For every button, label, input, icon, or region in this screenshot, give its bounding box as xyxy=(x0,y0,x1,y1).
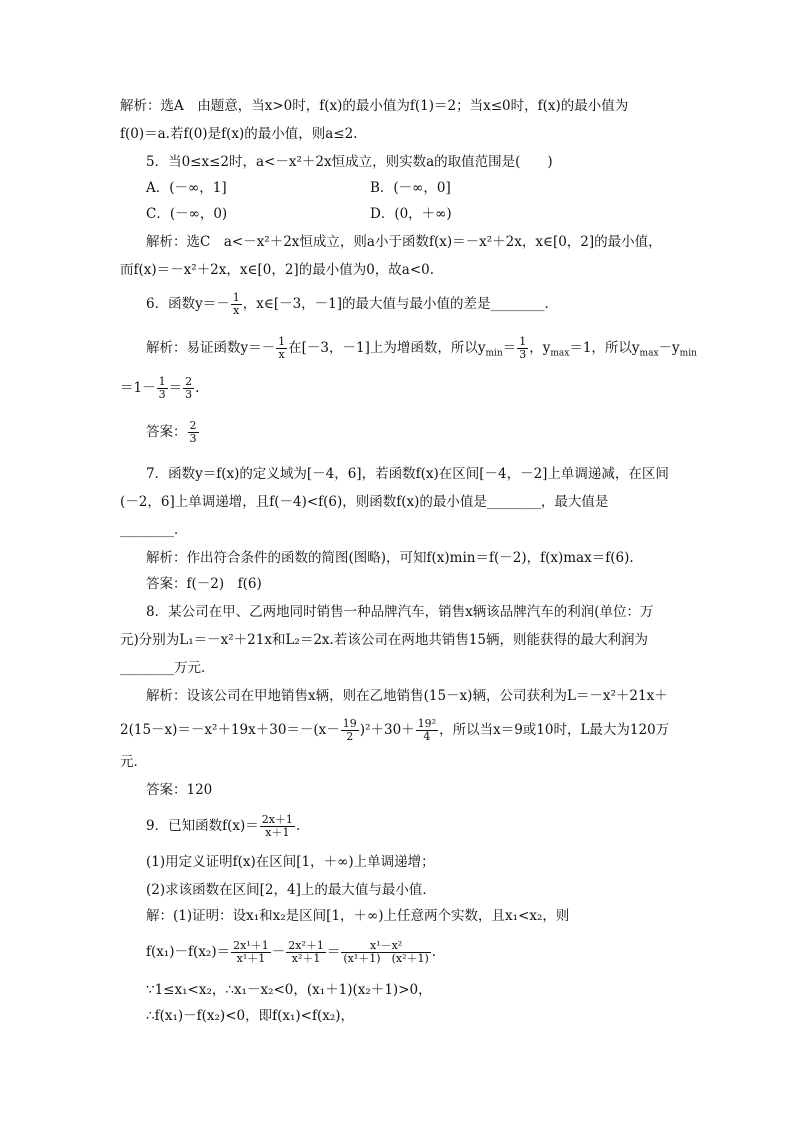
q6-text-post: ，x∈[－3，－1]的最大值与最小值的差是________． xyxy=(242,296,559,312)
fraction: $\frac{1}{x}$ xyxy=(232,291,240,317)
answer-7: 答案：f(－2) f(6) xyxy=(146,576,262,592)
option-5d: D．(0，＋∞) xyxy=(370,206,452,222)
answer-6: 答案： $\frac{2}{3}$ xyxy=(146,419,197,445)
fraction: $\frac{\text{19²}}{4}$ xyxy=(417,717,437,743)
question-8-line-1: 8．某公司在甲、乙两地同时销售一种品牌汽车，销售x辆该品牌汽车的利润(单位：万 xyxy=(146,604,654,620)
question-9: 9．已知函数f(x)＝ $\frac{2x+1}{x+1}$ . xyxy=(146,813,301,839)
solution-9-line-1: 解：(1)证明：设x₁和x₂是区间[1，＋∞)上任意两个实数，且x₁<x₂，则 xyxy=(146,908,570,924)
solution-5-line-2: 而f(x)＝－x²＋2x，x∈[0，2]的最小值为0，故a<0. xyxy=(120,262,435,278)
solution-5-line-1: 解析：选C a<－x²＋2x恒成立，则a小于函数f(x)＝－x²＋2x，x∈[0，2]的最小值， xyxy=(146,234,662,250)
fraction: $\frac{19}{2}$ xyxy=(342,717,357,743)
question-7-line-2: (－2，6]上单调递增，且f(－4)<f(6)，则函数f(x)的最小值是________，最大值是 xyxy=(120,494,609,510)
solution-8-line-3: 元． xyxy=(120,754,147,770)
fraction: $\frac{\text{x¹－x²}}{\text{(x¹＋1) (x²＋1)}}$ xyxy=(343,939,429,965)
answer-8: 答案：120 xyxy=(146,782,213,798)
fraction: $\frac{2x+1}{x+1}$ xyxy=(261,813,293,839)
fraction: $\frac{2}{3}$ xyxy=(189,419,197,445)
solution-6-line-2: ＝1－ $\frac{1}{3}$ ＝ $\frac{2}{3}$ . xyxy=(120,375,200,401)
solution-8-line-1: 解析：设该公司在甲地销售x辆，则在乙地销售(15－x)辆，公司获利为L＝－x²＋21x＋ xyxy=(146,688,668,704)
option-5b: B．(－∞，0] xyxy=(370,180,451,196)
question-7-line-3: ________． xyxy=(120,522,188,538)
question-9-part-1: (1)用定义证明f(x)在区间[1，＋∞)上单调递增； xyxy=(146,854,435,870)
question-5: 5．当0≤x≤2时，a<－x²＋2x恒成立，则实数a的取值范围是( ) xyxy=(146,154,553,170)
fraction: $\frac{2}{3}$ xyxy=(185,375,193,401)
question-7-line-1: 7．函数y＝f(x)的定义域为[－4，6]，若函数f(x)在区间[－4，－2]上单调递减，在区间 xyxy=(146,466,669,482)
fraction: $\frac{\text{2x¹＋1}}{\text{x¹＋1}}$ xyxy=(233,939,269,965)
solution-8-line-2: 2(15－x)＝－x²＋19x＋30＝－(x－ $\frac{19}{2}$ )²＋30＋ $\frac{\text{19²}}{4}$ ，所以当x＝9或10时，L最大为120万 xyxy=(120,717,670,743)
question-8-line-2: 元)分别为L₁＝－x²＋21x和L₂＝2x.若该公司在两地共销售15辆，则能获得的最大利润为 xyxy=(120,632,649,648)
fraction: $\frac{\text{2x²＋1}}{\text{x²＋1}}$ xyxy=(288,939,324,965)
fraction: $\frac{1}{3}$ xyxy=(519,335,527,361)
solution-4-line-1: 解析：选A 由题意，当x>0时，f(x)的最小值为f(1)＝2；当x≤0时，f(x)的最小值为 xyxy=(120,98,629,114)
question-8-line-3: ________万元． xyxy=(120,660,215,676)
solution-6-line-1: 解析：易证函数y＝－ $\frac{1}{x}$ 在[－3，－1]上为增函数，所以$y_{min}=$ $\frac{1}{3}$ ，$y_{max}=1$，所以$y_{max}-y_{min}$ xyxy=(146,335,697,361)
q6-text-pre: 6．函数y＝－ xyxy=(146,296,230,312)
solution-9-line-2: f(x₁)－f(x₂)＝ $\frac{\text{2x¹＋1}}{\text{x¹＋1}}$ － $\frac{\text{2x²＋1}}{\text{x²＋1}}$ ＝ $\frac{\text{x¹－x²}}{\text{(x¹＋1) (x²＋1)}}$ . xyxy=(146,939,437,965)
option-5c: C．(－∞，0) xyxy=(146,206,228,222)
solution-7: 解析：作出符合条件的函数的简图(图略)，可知f(x)min＝f(－2)，f(x)max＝f(6). xyxy=(146,550,634,566)
question-6 xyxy=(146,292,706,317)
fraction: $\frac{1}{x}$ xyxy=(278,335,286,361)
option-5a: A．(－∞，1] xyxy=(146,180,227,196)
solution-9-line-3: ∵1≤x₁<x₂，∴x₁－x₂<0，(x₁＋1)(x₂＋1)>0， xyxy=(146,982,432,998)
fraction: $\frac{1}{3}$ xyxy=(158,375,166,401)
solution-4-line-2: f(0)＝a.若f(0)是f(x)的最小值，则a≤2. xyxy=(120,126,358,142)
solution-9-line-4: ∴f(x₁)－f(x₂)<0，即f(x₁)<f(x₂)， xyxy=(146,1008,355,1024)
question-9-part-2: (2)求该函数在区间[2，4]上的最大值与最小值． xyxy=(146,882,436,898)
